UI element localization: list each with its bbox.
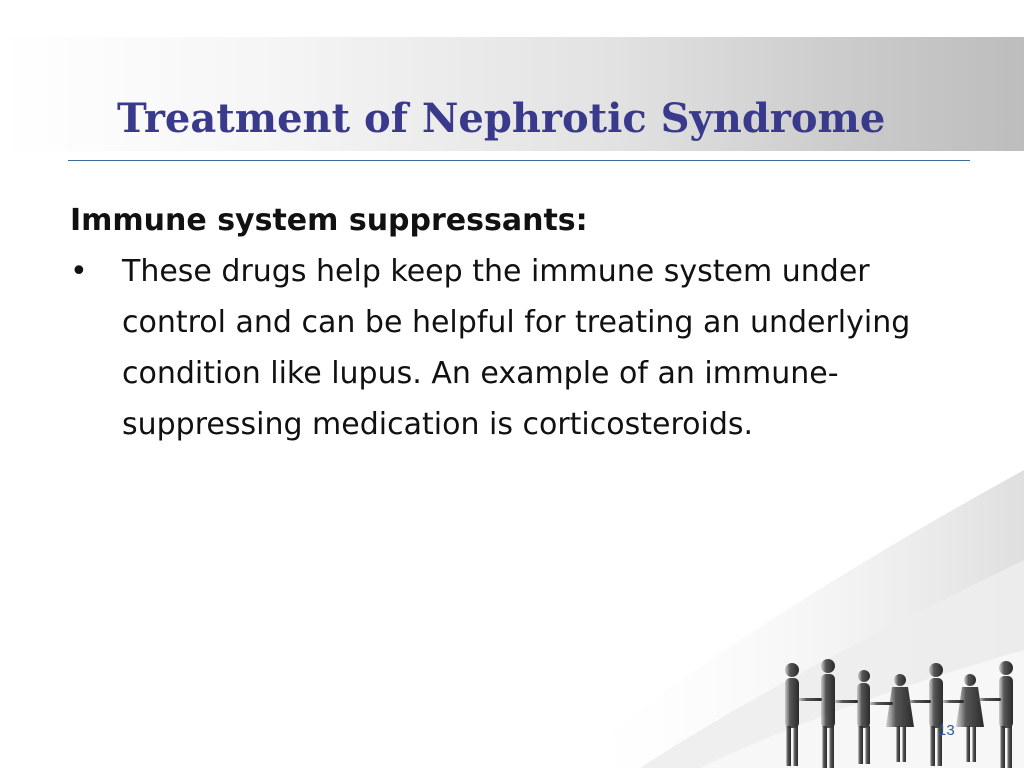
slide-title: Treatment of Nephrotic Syndrome: [117, 95, 886, 142]
people-holding-hands-icon: [770, 640, 1024, 768]
section-heading: Immune system suppressants:: [70, 203, 588, 238]
page-number: 13: [938, 722, 955, 739]
slide-body: [70, 196, 950, 450]
bullet-item: [70, 246, 950, 450]
title-rule: [68, 160, 970, 161]
bullet-marker: •: [70, 254, 88, 289]
bullet-text: These drugs help keep the immune system under control and can be helpful for treating an underlying condition like lupus. An example of an immune-suppressing medication is corticosteroids.: [122, 254, 911, 442]
